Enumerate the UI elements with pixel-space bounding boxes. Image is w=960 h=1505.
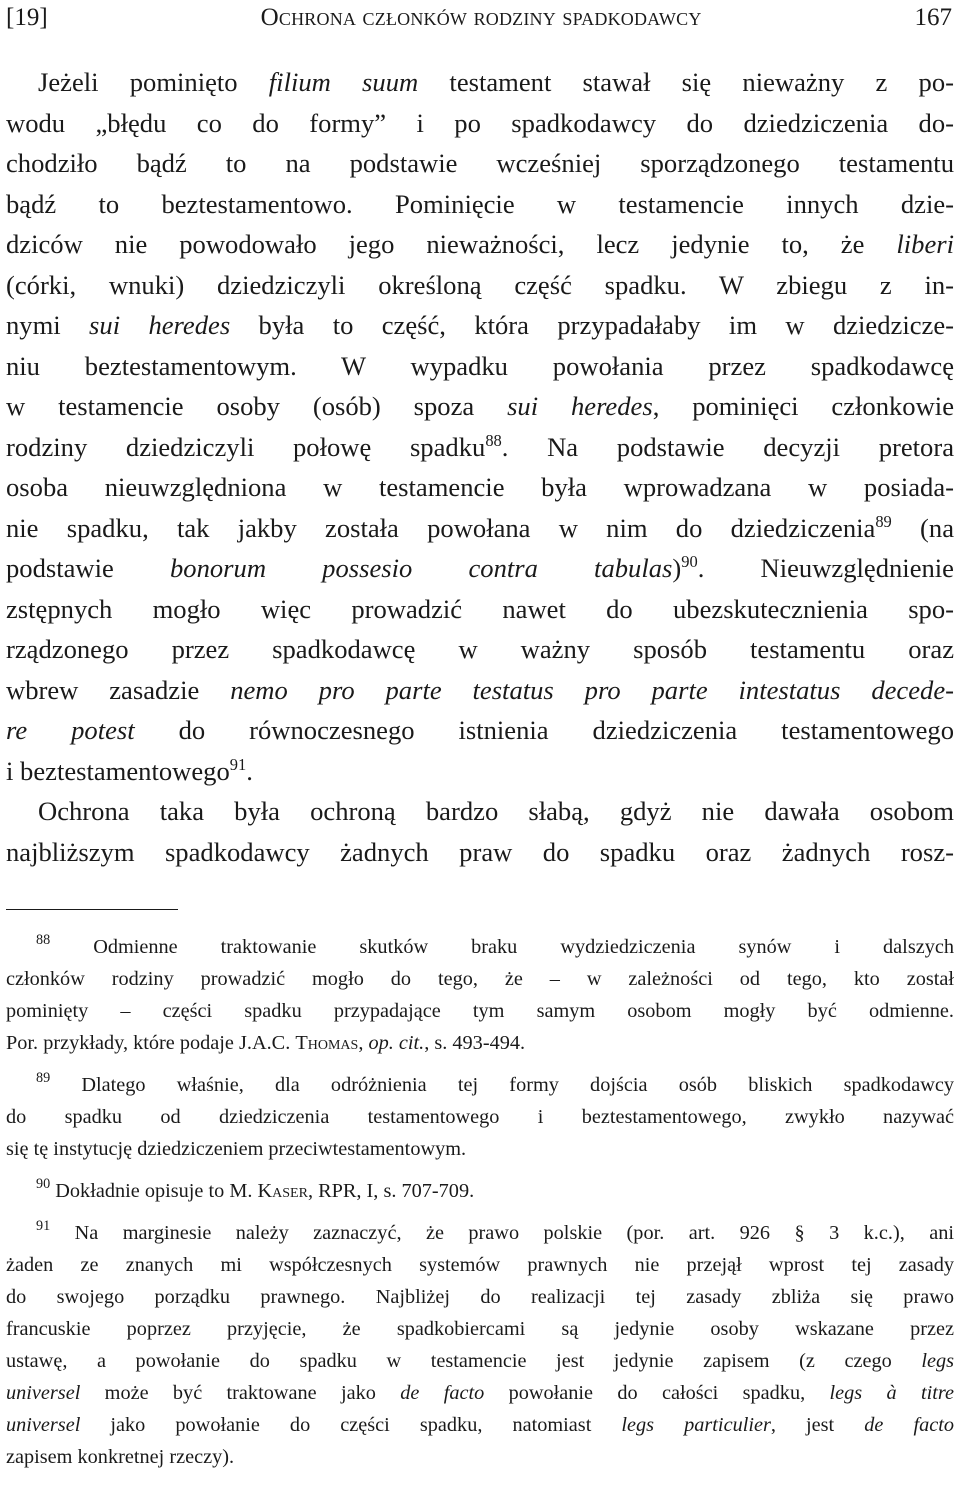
text-line (6, 305, 954, 346)
text-run: , s. 493-494. (424, 1032, 526, 1054)
main-text (6, 62, 954, 872)
text-run: jako powołanie do części spadku, natomiast (80, 1414, 622, 1436)
footnote-89 (6, 1069, 954, 1165)
text-line (6, 508, 954, 549)
footnote-line (6, 931, 954, 963)
text-run: do swojego porządku prawnego. Najbliżej do realizacji tej zasady zbliża się prawo (6, 1286, 954, 1308)
text-run: chodziło bądź to na podstawie wcześniej sporządzonego testamentu (6, 148, 954, 178)
text-line (6, 751, 954, 792)
text-run: ) (672, 553, 682, 583)
text-run: Ochrona taka była ochroną bardzo słabą, gdyż nie dawała osobom (38, 796, 954, 826)
text-line (6, 265, 954, 306)
italic-text: bonorum possesio contra tabulas (169, 553, 673, 583)
text-run: Dlatego właśnie, dla odróżnienia tej formy dojścia osób bliskich spadkodawcy (81, 1074, 954, 1096)
footnote-line (6, 1409, 954, 1441)
text-run: nymi (6, 310, 90, 340)
text-run: , jest (770, 1414, 865, 1436)
text-run: Odmienne traktowanie skutków braku wydziedziczenia synów i dalszych (93, 936, 954, 958)
italic-text: universel (6, 1382, 81, 1404)
text-run: w testamencie osoby (osób) spoza (6, 391, 508, 421)
text-run: powołanie do całości spadku, (484, 1382, 830, 1404)
footnote-88 (6, 931, 954, 1059)
text-line (6, 62, 954, 103)
running-title: Ochrona członków rodziny spadkodawcy (260, 4, 702, 31)
footnote-ref: 88 (485, 430, 502, 450)
text-run: członków rodziny prowadzić mogło do tego, że – w zależności od tego, kto został (6, 968, 954, 990)
text-run: Dokładnie opisuje to M. (55, 1180, 258, 1202)
text-run: zstępnych mogło więc prowadzić nawet do ubezskutecznienia spo- (6, 593, 954, 624)
text-line (6, 791, 954, 832)
author-name: Kaser (257, 1180, 308, 1202)
text-run: osoba nieuwzględniona w testamencie była wprowadzana w posiada- (6, 472, 954, 502)
italic-text: universel (6, 1414, 81, 1436)
italic-text: nemo pro parte testatus pro parte intestatus decede- (230, 674, 954, 705)
footnote-line (6, 1069, 954, 1101)
text-run: , RPR, I, s. 707-709. (307, 1180, 475, 1202)
italic-text: legs à titre (829, 1382, 955, 1404)
italic-text: de facto (864, 1414, 955, 1436)
footnote-line (6, 963, 954, 995)
footnote-number: 88 (36, 932, 51, 949)
footnote-ref: 90 (681, 551, 698, 571)
text-line (6, 589, 954, 630)
footnote-91 (6, 1217, 954, 1473)
text-run: i beztestamentowego (6, 755, 230, 786)
footnote-line (6, 995, 954, 1027)
italic-text: legs particulier (621, 1414, 771, 1436)
text-run: pominięty – części spadku przypadające tym samym osobom mogły być odmienne. (6, 1000, 954, 1022)
running-head (6, 4, 952, 40)
text-run: Jeżeli pominięto (38, 67, 269, 97)
footnotes (6, 931, 954, 1483)
text-line (6, 386, 954, 427)
footnote-line (6, 1441, 954, 1473)
italic-text: sui heredes (89, 310, 231, 340)
text-line (6, 629, 954, 670)
footnote-number: 89 (36, 1070, 51, 1087)
text-line (6, 143, 954, 184)
footnote-line (6, 1345, 954, 1377)
text-line (6, 184, 954, 225)
text-run: zapisem konkretnej rzeczy). (6, 1446, 235, 1468)
text-run: ustawę, a powołanie do spadku w testamencie jest jedynie zapisem (z czego (6, 1350, 922, 1372)
text-run: rządzonego przez spadkodawcę w ważny sposób testamentu oraz (6, 634, 954, 664)
italic-text: liberi (896, 229, 954, 259)
footnote-line (6, 1027, 954, 1059)
footnote-line (6, 1313, 954, 1345)
text-run: się tę instytucję dziedziczeniem przeciwtestamentowym. (6, 1138, 467, 1160)
page-number: 167 (914, 4, 952, 31)
text-run: . (246, 755, 253, 786)
text-line (6, 832, 954, 873)
text-run: najbliższym spadkodawcy żadnych praw do spadku oraz żadnych rosz- (6, 836, 954, 867)
text-run: . Nieuwzględnienie (697, 553, 954, 583)
text-line (6, 103, 954, 144)
italic-text: re potest (6, 715, 135, 745)
text-run: bądź to beztestamentowo. Pominięcie w testamencie innych dzie- (6, 188, 954, 219)
italic-text: de facto (400, 1382, 485, 1404)
footnote-separator (6, 909, 178, 910)
text-run: do równoczesnego istnienia dziedziczenia testamentowego (134, 715, 954, 745)
text-run: wodu „błędu co do formy” i po spadkodawcy do dziedziczenia do- (6, 107, 954, 138)
italic-text: op. cit. (368, 1032, 425, 1054)
text-line (6, 427, 954, 468)
text-run: wbrew zasadzie (6, 674, 231, 705)
footnote-line (6, 1377, 954, 1409)
italic-text: sui heredes (507, 391, 653, 421)
text-run: nie spadku, tak jakby została powołana w nim do dziedziczenia (6, 512, 876, 543)
text-line (6, 710, 954, 751)
footnote-number: 90 (36, 1176, 51, 1193)
footnote-line (6, 1249, 954, 1281)
footnote-line (6, 1175, 954, 1207)
text-run: żaden ze znanych mi współczesnych systemów prawnych nie przejął wprost tej zasady (6, 1254, 954, 1276)
text-run: . Na podstawie decyzji pretora (501, 431, 954, 462)
text-run: francuskie poprzez przyjęcie, że spadkobiercami są jedynie osoby wskazane przez (6, 1318, 954, 1340)
text-line (6, 670, 954, 711)
text-run: testament stawał się nieważny z po- (418, 67, 954, 97)
text-line (6, 548, 954, 589)
text-line (6, 467, 954, 508)
text-run: do spadku od dziedziczenia testamentowego i beztestamentowego, zwykło nazywać (6, 1106, 954, 1128)
text-run: niu beztestamentowym. W wypadku powołania przez spadkodawcę (6, 350, 954, 381)
italic-text: filium suum (268, 67, 419, 97)
chapter-number: [19] (6, 4, 48, 31)
footnote-line (6, 1217, 954, 1249)
text-run: Por. przykłady, które podaje J.A.C. (6, 1032, 296, 1054)
author-name: Thomas (295, 1032, 359, 1054)
footnote-line (6, 1281, 954, 1313)
footnote-90 (6, 1175, 954, 1207)
footnote-line (6, 1133, 954, 1165)
text-run: rodziny dziedziczyli połowę spadku (6, 431, 486, 462)
text-line (6, 346, 954, 387)
text-run: Na marginesie należy zaznaczyć, że prawo polskie (por. art. 926 § 3 k.c.), ani (74, 1222, 954, 1244)
text-run: , (358, 1032, 369, 1054)
text-run: (córki, wnuki) dziedziczyli określoną część spadku. W zbiegu z in- (6, 269, 954, 300)
text-run: (na (891, 512, 954, 543)
footnote-ref: 89 (875, 511, 892, 531)
text-run: dziców nie powodowało jego nieważności, lecz jedynie to, że (6, 229, 897, 259)
text-run: była to część, która przypadałaby im w dziedzicze- (230, 310, 954, 340)
text-run: może być traktowane jako (80, 1382, 401, 1404)
text-run: , pominięci członkowie (652, 391, 955, 421)
footnote-line (6, 1101, 954, 1133)
footnote-ref: 91 (229, 754, 247, 774)
footnote-number: 91 (36, 1218, 51, 1235)
text-line (6, 224, 954, 265)
italic-text: legs (921, 1350, 954, 1372)
text-run: podstawie (6, 553, 170, 583)
